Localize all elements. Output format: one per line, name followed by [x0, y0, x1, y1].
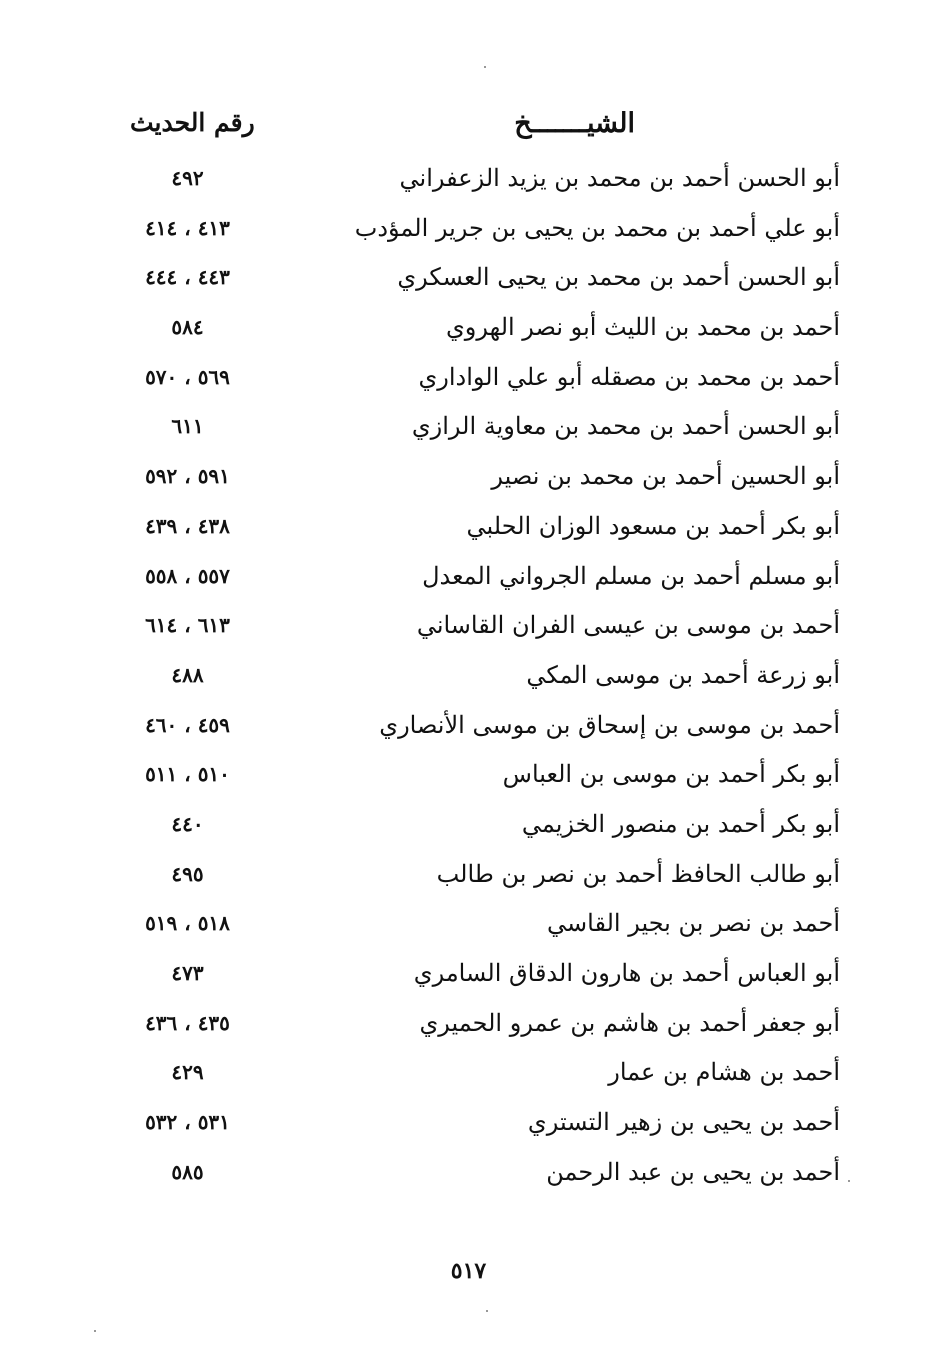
hadith-numbers: ٤٧٣ — [171, 961, 204, 985]
hadith-numbers: ٤٤٣ ، ٤٤٤ — [145, 265, 230, 290]
sheikh-name: أبو علي أحمد بن محمد بن يحيى بن جرير المؤدب — [354, 213, 840, 242]
hadith-numbers: ٤٩٥ — [171, 861, 204, 886]
list-item — [100, 1052, 840, 1102]
sheikh-name: أبو بكر أحمد بن موسى بن العباس — [502, 760, 840, 789]
sheikh-name: أحمد بن يحيى بن زهير التستري — [527, 1108, 840, 1137]
sheikh-name: أبو بكر أحمد بن مسعود الوزان الحلبي — [466, 511, 840, 540]
sheikh-name: أحمد بن نصر بن بجير القاسي — [547, 909, 840, 938]
page-number: ٥١٧ — [450, 1258, 487, 1284]
hadith-numbers: ٤٨٨ — [171, 662, 204, 687]
list-item — [100, 406, 840, 456]
sheikh-name: أحمد بن موسى بن إسحاق بن موسى الأنصاري — [379, 710, 840, 739]
list-item — [100, 1003, 840, 1053]
hadith-numbers: ٥٨٥ — [171, 1159, 204, 1184]
hadith-numbers: ٦١٣ ، ٦١٤ — [145, 613, 230, 638]
list-item — [100, 1152, 840, 1202]
list-item — [100, 208, 840, 258]
list-item — [100, 953, 840, 1003]
list-item — [100, 456, 840, 506]
scan-speck — [94, 1330, 96, 1332]
hadith-numbers: ٥١٨ ، ٥١٩ — [145, 911, 230, 936]
hadith-numbers: ٥٥٧ ، ٥٥٨ — [145, 563, 230, 588]
sheikh-name: أبو زرعة أحمد بن موسى المكي — [526, 660, 840, 689]
list-item — [100, 854, 840, 904]
list-item — [100, 605, 840, 655]
hadith-numbers: ٤٣٥ ، ٤٣٦ — [145, 1010, 230, 1035]
hadith-numbers: ٥٣١ ، ٥٣٢ — [145, 1110, 230, 1135]
sheikh-name: أبو طالب الحافظ أحمد بن نصر بن طالب — [436, 859, 840, 888]
hadith-numbers: ٥٨٤ — [171, 315, 204, 340]
sheikh-name: أبو جعفر أحمد بن هاشم بن عمرو الحميري — [419, 1008, 840, 1037]
hadith-numbers: ٤٥٩ ، ٤٦٠ — [145, 712, 230, 737]
sheikh-name: أحمد بن محمد بن مصقله أبو علي الواداري — [418, 362, 840, 391]
sheikh-name: أبو الحسن أحمد بن محمد بن يزيد الزعفراني — [399, 164, 840, 192]
hadith-numbers: ٦١١ — [171, 414, 204, 439]
hadith-numbers: ٤٩٢ — [171, 166, 204, 190]
list-item — [100, 556, 840, 606]
scan-speck — [484, 66, 486, 68]
hadith-numbers: ٥٩١ ، ٥٩٢ — [145, 464, 230, 489]
sheikh-name: أبو مسلم أحمد بن مسلم الجرواني المعدل — [422, 561, 840, 590]
sheikh-name: أحمد بن محمد بن الليث أبو نصر الهروي — [446, 313, 840, 342]
scan-speck — [848, 1180, 850, 1182]
sheikh-column-heading: الشيـــــــخ — [514, 108, 635, 139]
list-item — [100, 754, 840, 804]
sheikh-name: أبو الحسين أحمد بن محمد بن نصير — [491, 462, 840, 491]
sheikh-name: أبو الحسن أحمد بن محمد بن معاوية الرازي — [411, 412, 840, 441]
scan-speck — [486, 1310, 488, 1312]
sheikh-name: أبو بكر أحمد بن منصور الخزيمي — [521, 809, 840, 838]
list-item — [100, 158, 840, 208]
hadith-numbers: ٤١٣ ، ٤١٤ — [145, 215, 230, 240]
sheikh-name: أبو الحسن أحمد بن محمد بن يحيى العسكري — [397, 263, 840, 292]
hadith-number-column-heading: رقم الحديث — [130, 108, 255, 137]
hadith-numbers: ٤٤٠ — [171, 811, 204, 836]
list-item — [100, 307, 840, 357]
list-item — [100, 804, 840, 854]
list-item — [100, 705, 840, 755]
hadith-numbers: ٥١٠ ، ٥١١ — [145, 762, 230, 787]
table-header — [100, 108, 840, 152]
list-item — [100, 1102, 840, 1152]
list-item — [100, 506, 840, 556]
hadith-numbers: ٥٦٩ ، ٥٧٠ — [145, 364, 230, 389]
sheikh-name: أحمد بن هشام بن عمار — [608, 1058, 840, 1087]
sheikh-name: أحمد بن موسى بن عيسى الفران القاساني — [416, 611, 840, 640]
list-item — [100, 903, 840, 953]
list-item — [100, 257, 840, 307]
list-item — [100, 655, 840, 705]
hadith-numbers: ٤٣٨ ، ٤٣٩ — [145, 513, 230, 538]
sheikh-index-list — [100, 158, 840, 1201]
sheikh-name: أبو العباس أحمد بن هارون الدقاق السامري — [413, 959, 840, 987]
list-item — [100, 357, 840, 407]
sheikh-name: أحمد بن يحيى بن عبد الرحمن — [546, 1157, 840, 1186]
hadith-numbers: ٤٢٩ — [171, 1060, 204, 1085]
